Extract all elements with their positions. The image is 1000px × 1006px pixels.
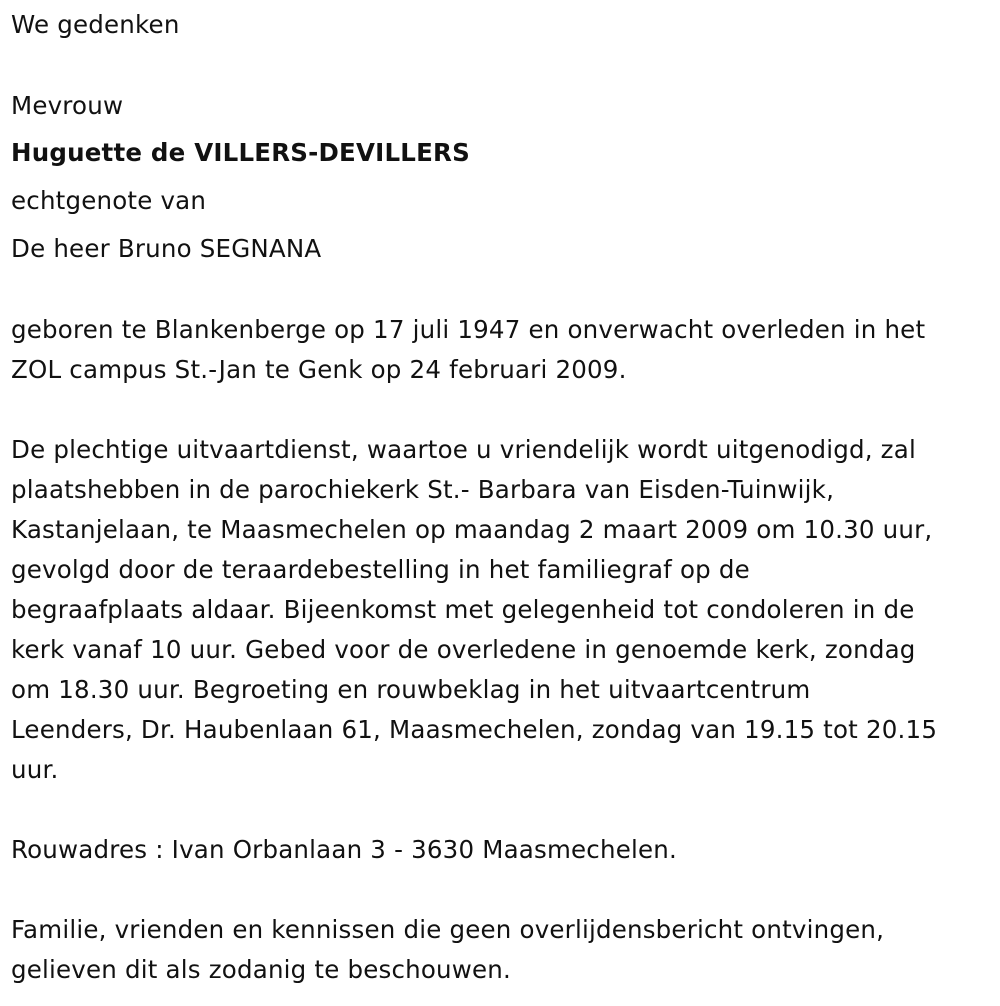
paragraph-line: Kastanjelaan, te Maasmechelen op maandag 2 maart 2009 om 10.30 uur,: [11, 515, 933, 544]
paragraph-line: geboren te Blankenberge op 17 juli 1947 en onverwacht overleden in het: [11, 315, 926, 344]
ceremony-paragraph: [11, 430, 996, 790]
paragraph-line: plaatshebben in de parochiekerk St.- Barbara van Eisden-Tuinwijk,: [11, 475, 835, 504]
paragraph-line: om 18.30 uur. Begroeting en rouwbeklag in het uitvaartcentrum: [11, 675, 811, 704]
relation-text: echtgenote van: [11, 186, 207, 215]
paragraph-line: ZOL campus St.-Jan te Genk op 24 februari 2009.: [11, 355, 627, 384]
salutation: Mevrouw: [11, 91, 124, 120]
paragraph-line: Leenders, Dr. Haubenlaan 61, Maasmechelen, zondag van 19.15 tot 20.15: [11, 715, 938, 744]
paragraph-line: gevolgd door de teraardebestelling in het familiegraf op de: [11, 555, 750, 584]
birth-death-paragraph: [11, 310, 996, 390]
mourning-address: Rouwadres : Ivan Orbanlaan 3 - 3630 Maasmechelen.: [11, 835, 677, 864]
paragraph-line: uur.: [11, 755, 59, 784]
paragraph-line: Familie, vrienden en kennissen die geen overlijdensbericht ontvingen,: [11, 915, 885, 944]
paragraph-line: kerk vanaf 10 uur. Gebed voor de overledene in genoemde kerk, zondag: [11, 635, 916, 664]
paragraph-line: gelieven dit als zodanig te beschouwen.: [11, 955, 512, 984]
paragraph-line: De plechtige uitvaartdienst, waartoe u vriendelijk wordt uitgenodigd, zal: [11, 435, 916, 464]
notice-heading: We gedenken: [11, 10, 180, 39]
spouse-name: De heer Bruno SEGNANA: [11, 234, 322, 263]
closing-paragraph: [11, 910, 996, 990]
deceased-name: Huguette de VILLERS-DEVILLERS: [11, 138, 470, 167]
paragraph-line: begraafplaats aldaar. Bijeenkomst met gelegenheid tot condoleren in de: [11, 595, 915, 624]
